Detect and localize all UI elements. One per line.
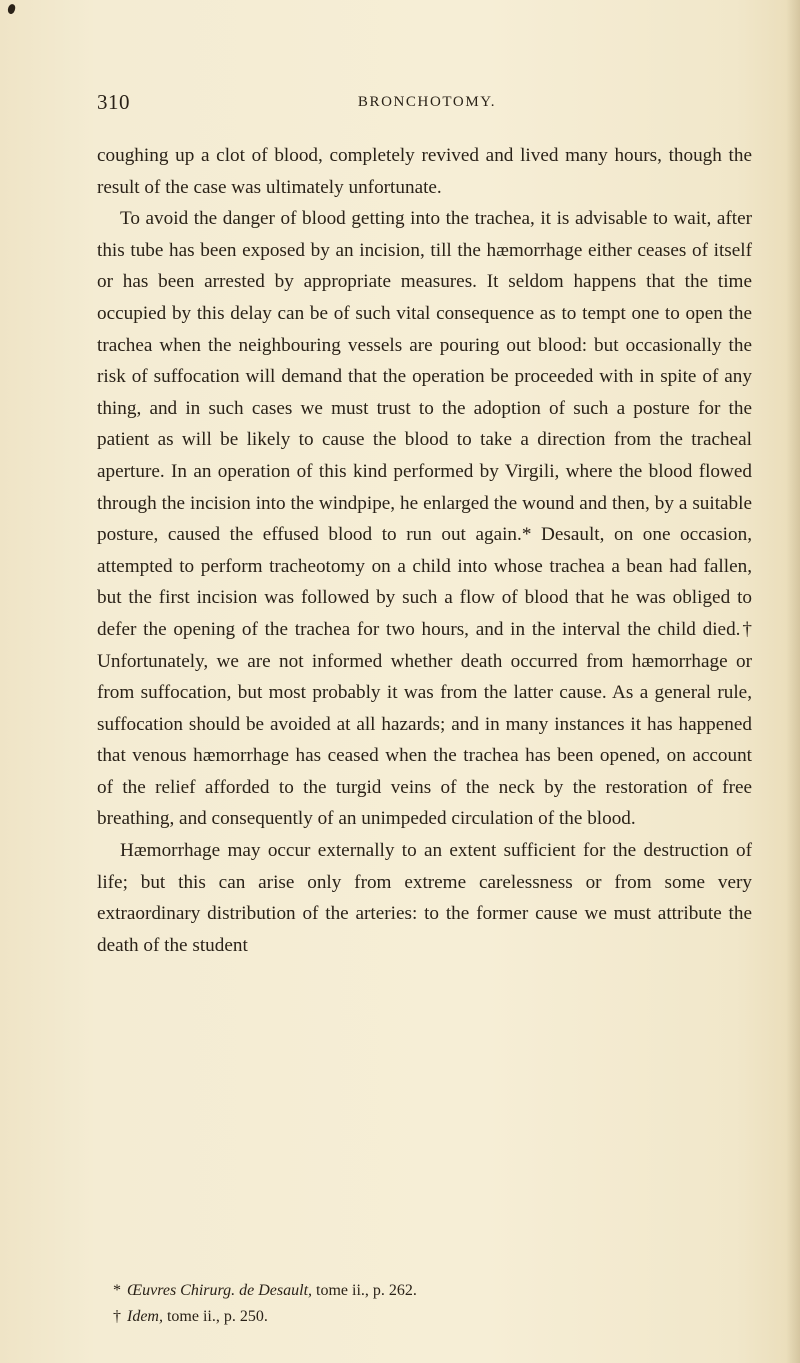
running-title: BRONCHOTOMY.	[357, 94, 497, 110]
footnote	[113, 1278, 753, 1304]
footnote-mark: *	[113, 1282, 121, 1299]
page-header	[97, 90, 747, 120]
footnote	[113, 1304, 753, 1330]
paragraph-continuation: coughing up a clot of blood, completely revived and lived many hours, though the result of the case was ultimately unfortunate.	[97, 145, 752, 198]
paragraph: To avoid the danger of blood getting into the trachea, it is advisable to wait, after this tube has been exposed by an incision, till the hæmorrhage either ceases of itself or has been arrested by appropriate measures. It seldom happens that the time occupied by this delay can be of such vital consequence as to tempt one to open the trachea when the neighbouring vessels are pouring out blood: but occasionally the risk of suffocation will demand that the operation be proceeded with in spite of any thing, and in such cases we must trust to the adoption of such a posture for the patient as will be likely to cause the blood to take a direction from the tracheal aperture. In an operation of this kind performed by Virgili, where the blood flowed through the incision into the windpipe, he enlarged the wound and then, by a suitable posture, caused the effused blood to run out again.* Desault, on one occasion, attempted to perform tracheotomy on a child into whose trachea a bean had fallen, but the first incision was followed by such a flow of blood that he was obliged to defer the opening of the trachea for two hours, and in the interval the child died.† Unfortunately, we are not informed whether death occurred from hæmorrhage or from suffocation, but most probably it was from the latter cause. As a general rule, suffocation should be avoided at all hazards; and in many instances it has happened that venous hæmorrhage has ceased when the trachea has been opened, on account of the relief afforded to the turgid veins of the neck by the restoration of free breathing, and consequently of an unimpeded circulation of the blood.	[97, 208, 752, 830]
footnote-reference: tome ii., p. 250.	[162, 1308, 268, 1325]
page-number: 310	[97, 90, 130, 114]
footnote-reference: tome ii., p. 262.	[312, 1282, 417, 1299]
page-edge-shadow	[786, 0, 800, 1363]
footnote-citation: Œuvres Chirurg. de Desault,	[127, 1282, 313, 1299]
footnote-mark: †	[113, 1308, 121, 1325]
ink-speck	[7, 3, 17, 15]
footnotes	[113, 1278, 753, 1330]
paragraph: Hæmorrhage may occur externally to an extent sufficient for the destruction of life; but this can arise only from extreme carelessness or from some very extraordinary distribution of the arteries: to the former cause we must attribute the death of the student	[97, 840, 752, 956]
footnote-citation: Idem,	[127, 1308, 163, 1325]
body-text	[97, 140, 752, 961]
